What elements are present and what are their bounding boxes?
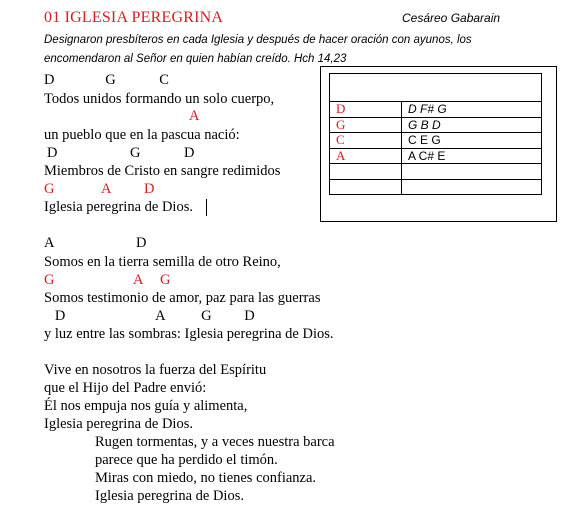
- lyric-line: que el Hijo del Padre envió:: [44, 380, 207, 396]
- lyric-line: Vive en nosotros la fuerza del Espíritu: [44, 362, 267, 378]
- intro-text-line-2: encomendaron al Señor en quien habían creído. Hch 14,23: [44, 53, 347, 65]
- lyric-line: un pueblo que en la pascua nació:: [44, 127, 240, 143]
- lyric-line: Iglesia peregrina de Dios.: [44, 199, 193, 215]
- lyric-line: Somos en la tierra semilla de otro Reino,: [44, 254, 281, 270]
- empty-cell: [330, 179, 402, 195]
- table-row: [330, 74, 542, 102]
- empty-cell: [402, 179, 542, 195]
- lyric-line: Iglesia peregrina de Dios.: [95, 488, 244, 504]
- lyric-line: Somos testimonio de amor, paz para las guerras: [44, 290, 321, 306]
- lyric-line: Iglesia peregrina de Dios.: [44, 416, 193, 432]
- chord-name: C: [330, 133, 402, 149]
- empty-cell: [330, 164, 402, 180]
- lyric-line: y luz entre las sombras: Iglesia peregrina de Dios.: [44, 326, 334, 342]
- table-row: [330, 179, 542, 195]
- chord-name: A: [330, 148, 402, 164]
- chord-name: G: [330, 117, 402, 133]
- song-title: 01 IGLESIA PEREGRINA: [44, 9, 224, 26]
- lyric-line: Miembros de Cristo en sangre redimidos: [44, 163, 281, 179]
- table-row: [330, 148, 542, 164]
- chord-a: A: [44, 235, 55, 251]
- lyric-line: parece que ha perdido el timón.: [95, 452, 278, 468]
- chord-d: D: [144, 181, 155, 197]
- table-row: [330, 102, 542, 118]
- lyric-line: Rugen tormentas, y a veces nuestra barca: [95, 434, 335, 450]
- lyric-line: Miras con miedo, no tienes confianza.: [95, 470, 317, 486]
- table-row: [330, 133, 542, 149]
- chord-g: G: [44, 272, 55, 288]
- table-row: [330, 117, 542, 133]
- lyric-line: Todos unidos formando un solo cuerpo,: [44, 91, 275, 107]
- chord-notes: A C# E: [402, 148, 542, 164]
- chord-notes: C E G: [402, 133, 542, 149]
- table-row: [330, 164, 542, 180]
- text-cursor: [206, 199, 207, 216]
- chord-d: D: [136, 235, 147, 251]
- chord-name: D: [330, 102, 402, 118]
- chord-line: D G D: [47, 145, 195, 161]
- song-author: Cesáreo Gabarain: [402, 11, 501, 25]
- chord-a: A: [101, 181, 112, 197]
- chord-a: A: [133, 272, 144, 288]
- chord-line: A: [189, 108, 200, 124]
- table-header-cell: [330, 74, 542, 102]
- chord-g: G: [160, 272, 171, 288]
- chord-line: D A G D: [44, 308, 255, 324]
- chord-g: G: [44, 181, 55, 197]
- intro-text-line-1: Designaron presbíteros en cada Iglesia y después de hacer oración con ayunos, los: [44, 34, 472, 46]
- chord-line: D G C: [44, 72, 169, 88]
- lyric-line: Él nos empuja nos guía y alimenta,: [44, 398, 248, 414]
- chord-notes: G B D: [402, 117, 542, 133]
- chord-table: [329, 73, 542, 195]
- empty-cell: [402, 164, 542, 180]
- chord-notes: D F# G: [402, 102, 542, 118]
